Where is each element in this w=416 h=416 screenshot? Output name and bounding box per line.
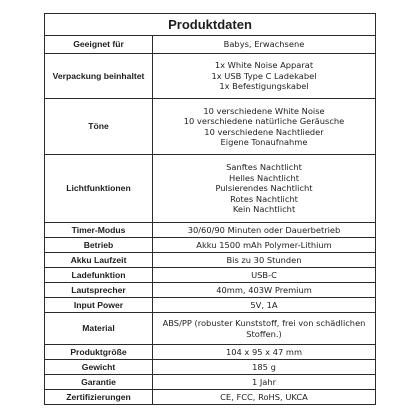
row-value bbox=[153, 283, 376, 298]
row-label: Input Power bbox=[45, 298, 153, 313]
value-line: 10 verschiedene Nachtlieder bbox=[204, 126, 324, 137]
row-label: Timer-Modus bbox=[45, 223, 153, 238]
row-label: Garantie bbox=[45, 375, 153, 390]
table-row bbox=[45, 375, 376, 390]
value-line: 1x White Noise Apparat bbox=[214, 60, 314, 71]
product-data-table bbox=[44, 13, 376, 405]
table-title: Produktdaten bbox=[45, 14, 376, 36]
row-value bbox=[153, 298, 376, 313]
value-line: CE, FCC, RoHS, UKCA bbox=[220, 391, 308, 402]
value-line: USB-C bbox=[251, 269, 277, 280]
row-value bbox=[153, 375, 376, 390]
table-row bbox=[45, 36, 376, 54]
value-line: Kein Nachtlicht bbox=[232, 204, 296, 215]
table-row bbox=[45, 283, 376, 298]
value-line: Babys, Erwachsene bbox=[223, 39, 305, 50]
row-value bbox=[153, 54, 376, 99]
row-label: Produktgröße bbox=[45, 345, 153, 360]
table-row bbox=[45, 298, 376, 313]
value-line: ABS/PP (robuster Kunststoff, frei von schädlichen Stoffen.) bbox=[162, 318, 366, 339]
row-value bbox=[153, 390, 376, 405]
row-label: Zertifizierungen bbox=[45, 390, 153, 405]
table-row bbox=[45, 155, 376, 223]
table-row bbox=[45, 313, 376, 345]
row-label: Geeignet für bbox=[45, 36, 153, 54]
value-line: Rotes Nachtlicht bbox=[230, 193, 298, 204]
row-value bbox=[153, 99, 376, 155]
value-line: 104 x 95 x 47 mm bbox=[225, 346, 303, 357]
row-label: Verpackung beinhaltet bbox=[45, 54, 153, 99]
table-row bbox=[45, 238, 376, 253]
row-value bbox=[153, 313, 376, 345]
table-row bbox=[45, 223, 376, 238]
value-line: 40mm, 403W Premium bbox=[216, 284, 312, 295]
table-row bbox=[45, 54, 376, 99]
table-title-row bbox=[45, 14, 376, 36]
row-value bbox=[153, 253, 376, 268]
row-label: Töne bbox=[45, 99, 153, 155]
row-value bbox=[153, 36, 376, 54]
row-value bbox=[153, 345, 376, 360]
row-value bbox=[153, 238, 376, 253]
row-label: Lautsprecher bbox=[45, 283, 153, 298]
value-line: 10 verschiedene natürliche Geräusche bbox=[183, 116, 345, 127]
value-line: Pulsierendes Nachtlicht bbox=[215, 183, 313, 194]
value-line: 1x Befestigungskabel bbox=[219, 81, 309, 92]
table-row bbox=[45, 345, 376, 360]
value-line: 185 g bbox=[252, 361, 276, 372]
row-value bbox=[153, 155, 376, 223]
row-label: Akku Laufzeit bbox=[45, 253, 153, 268]
value-line: 1x USB Type C Ladekabel bbox=[211, 70, 317, 81]
value-line: Akku 1500 mAh Polymer-Lithium bbox=[196, 239, 332, 250]
table-row bbox=[45, 390, 376, 405]
value-line: Sanftes Nachtlicht bbox=[226, 162, 302, 173]
row-label: Betrieb bbox=[45, 238, 153, 253]
value-line: 5V, 1A bbox=[250, 299, 278, 310]
row-value bbox=[153, 360, 376, 375]
value-line: 30/60/90 Minuten oder Dauerbetrieb bbox=[187, 224, 341, 235]
row-label: Lichtfunktionen bbox=[45, 155, 153, 223]
table-row bbox=[45, 360, 376, 375]
value-line: Eigene Tonaufnahme bbox=[220, 136, 308, 147]
row-label: Gewicht bbox=[45, 360, 153, 375]
table-row bbox=[45, 268, 376, 283]
value-line: 10 verschiedene White Noise bbox=[203, 105, 325, 116]
value-line: Bis zu 30 Stunden bbox=[226, 254, 302, 265]
row-value bbox=[153, 223, 376, 238]
value-line: 1 Jahr bbox=[251, 376, 277, 387]
table-row bbox=[45, 99, 376, 155]
row-label: Material bbox=[45, 313, 153, 345]
value-line: Helles Nachtlicht bbox=[228, 172, 300, 183]
table-row bbox=[45, 253, 376, 268]
row-label: Ladefunktion bbox=[45, 268, 153, 283]
row-value bbox=[153, 268, 376, 283]
